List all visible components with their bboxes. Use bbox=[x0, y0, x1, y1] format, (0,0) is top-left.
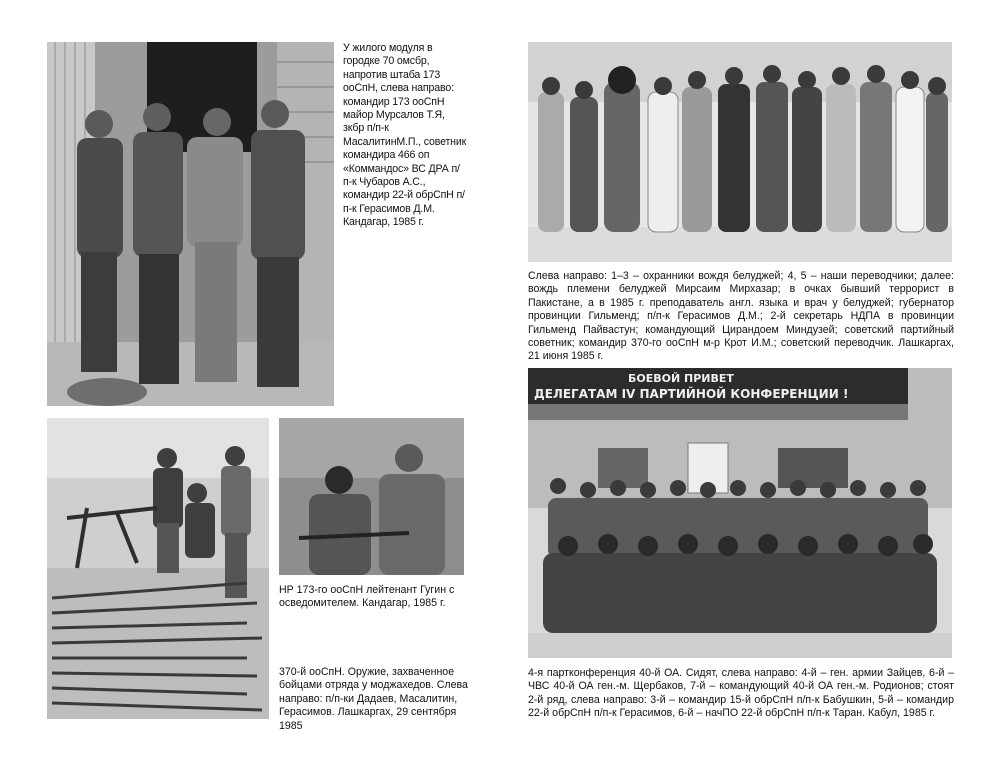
banner-line-2: ДЕЛЕГАТАМ IV ПАРТИЙНОЙ КОНФЕРЕНЦИИ ! bbox=[534, 387, 849, 401]
banner-line-1: БОЕВОЙ ПРИВЕТ bbox=[628, 372, 734, 385]
caption-officers-at-module: У жилого модуля в городке 70 омсбр, напротив штаба 173 ооСпН, слева направо: командир 173 ооСпН майор Мурсалов Т.Я, зкбр п/п-к МасалитинМ.П., советник командира 466 оп «Коммандос» ВС ДРА п/п-к Чубаров А.С., командир 22-й обрСпН п/п-к Герасимов Д.М. Кандагар, 1985 г. bbox=[343, 42, 467, 229]
photo-officers-at-module bbox=[47, 42, 334, 406]
caption-party-conference: 4-я партконференция 40-й ОА. Сидят, слева направо: 4-й – ген. армии Зайцев, 6-й – ЧВС 40-й ОА ген.-м. Щербаков, 7-й – командующий 40-й ОА ген.-м. Родионов; стоят 2-й ряд, слева направо: 3-й – командир 15-й обрСпН п/п-к Бабушкин, 5-й – командир 22-й обрСпН п/п-к Герасимов, 6-й – начПО 22-й обрСпН п/п-к Таран. Кабул, 1985 г. bbox=[528, 667, 954, 720]
caption-captured-weapons: 370-й ооСпН. Оружие, захваченное бойцами отряда у моджахедов. Слева направо: п/п-ки Дадаев, Масалитин, Герасимов. Лашкаргах, 29 сентября 1985 bbox=[279, 666, 468, 732]
caption-baluch-delegation: Слева направо: 1–3 – охранники вождя белуджей; 4, 5 – наши переводчики; далее: вождь племени белуджей Мирсаим Мирхазар; в очках бывший террорист в Пакистане, а в 1985 г. преподаватель англ. языка и врач у белуджей; губернатор провинции Гильменд; п/п-к Герасимов Д.М.; 2-й секретарь НДПА в провинции Гильменд Пайвастун; командующий Цирандоем Миндузей; советский партийный советник; командир 370-го ооСпН м-р Крот И.М.; советский переводчик. Лашкаргах, 21 июня 1985 г. bbox=[528, 270, 954, 363]
photo-baluch-delegation bbox=[528, 42, 952, 262]
photo-party-conference bbox=[528, 368, 952, 658]
photo-captured-weapons bbox=[47, 418, 269, 719]
caption-lieutenant-with-informant: НР 173-го ооСпН лейтенант Гугин с осведомителем. Кандагар, 1985 г. bbox=[279, 584, 455, 610]
photo-lieutenant-with-informant bbox=[279, 418, 464, 575]
